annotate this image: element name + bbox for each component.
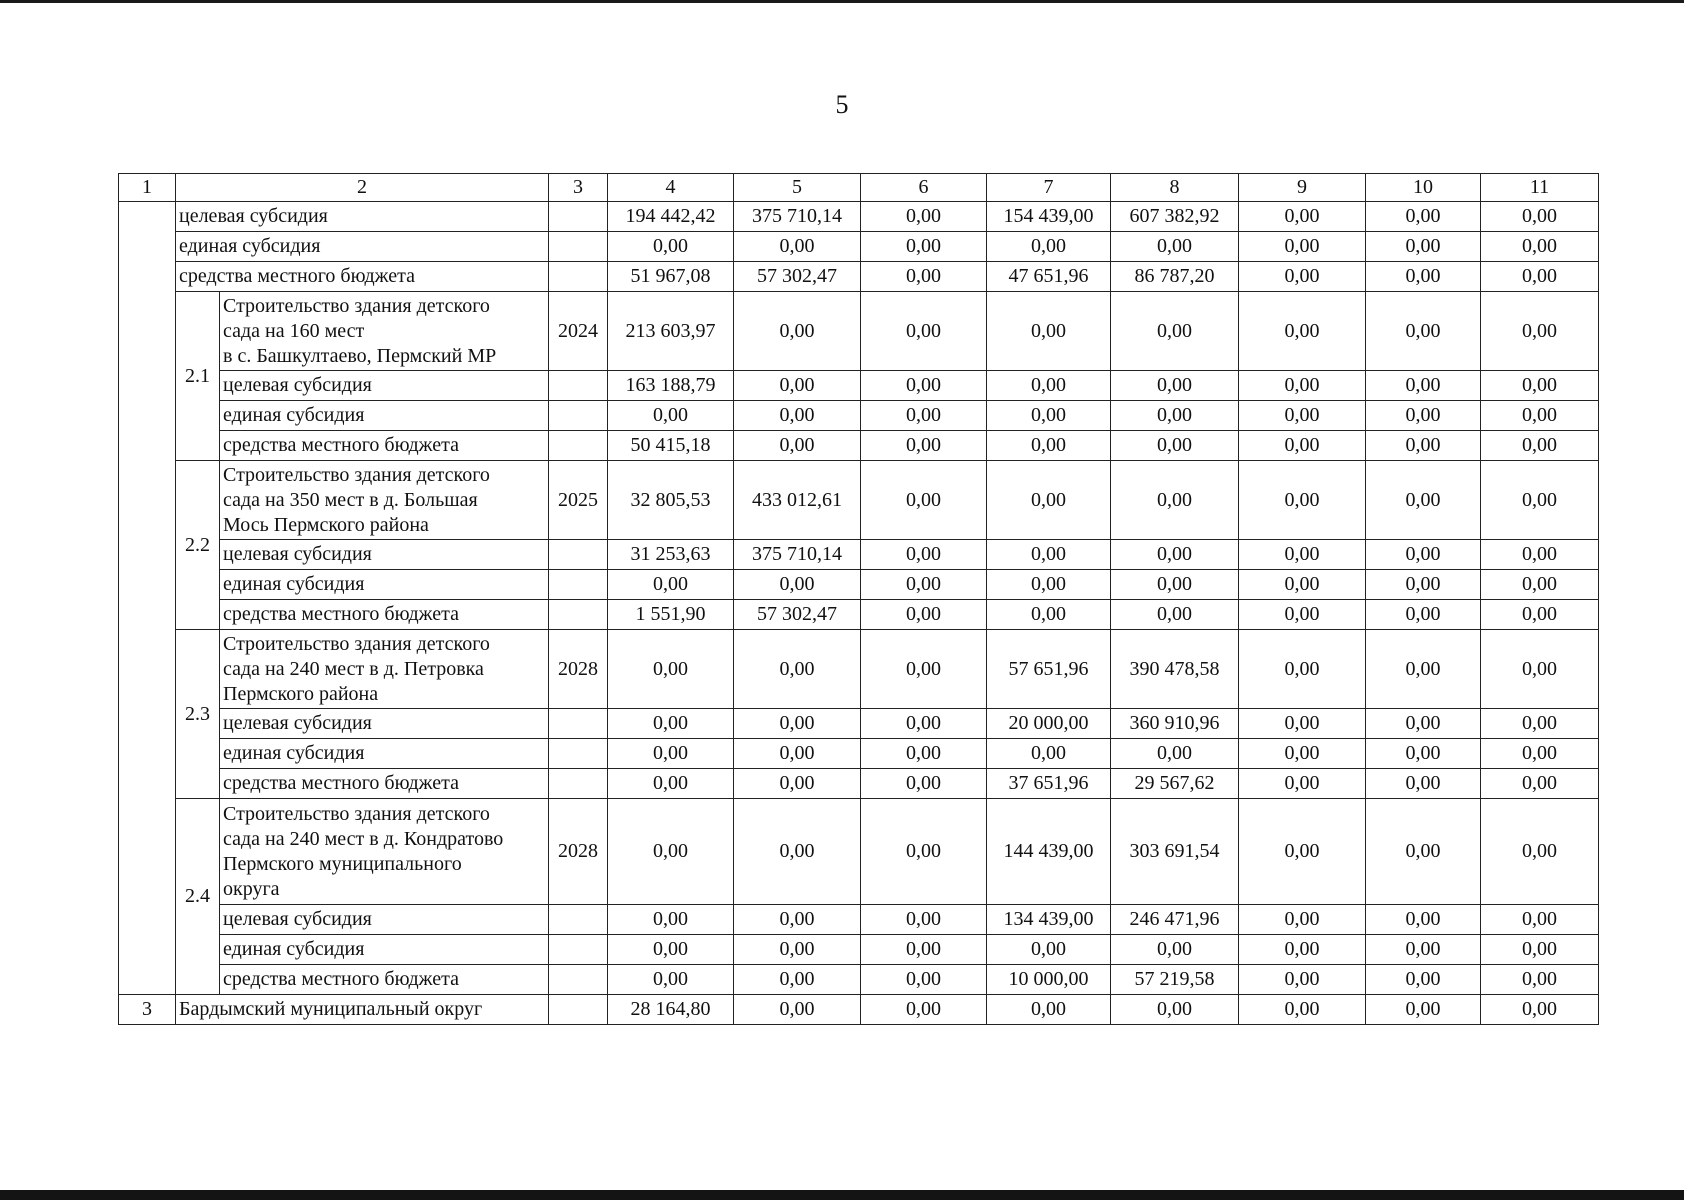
- amount-cell: 0,00: [608, 935, 734, 965]
- amount-cell: 0,00: [1111, 371, 1239, 401]
- project-number: 2.3: [176, 630, 220, 799]
- amount-cell: 47 651,96: [987, 262, 1111, 292]
- amount-cell: 0,00: [861, 995, 987, 1025]
- column-header: 2: [176, 174, 549, 202]
- amount-cell: 50 415,18: [608, 431, 734, 461]
- amount-cell: 0,00: [1366, 570, 1481, 600]
- amount-cell: 0,00: [861, 540, 987, 570]
- amount-cell: 57 302,47: [734, 262, 861, 292]
- amount-cell: 0,00: [1366, 371, 1481, 401]
- column-header: 1: [119, 174, 176, 202]
- funding-row: [119, 232, 1599, 262]
- project-row: [119, 461, 1599, 540]
- amount-cell: 375 710,14: [734, 540, 861, 570]
- amount-cell: 0,00: [1239, 769, 1366, 799]
- amount-cell: 0,00: [987, 292, 1111, 371]
- amount-cell: 134 439,00: [987, 905, 1111, 935]
- amount-cell: 433 012,61: [734, 461, 861, 540]
- amount-cell: 0,00: [1239, 965, 1366, 995]
- amount-cell: 0,00: [1239, 262, 1366, 292]
- project-year: 2024: [549, 292, 608, 371]
- funding-row: [119, 401, 1599, 431]
- amount-cell: 0,00: [734, 630, 861, 709]
- funding-label: целевая субсидия: [220, 371, 549, 401]
- amount-cell: 0,00: [1366, 431, 1481, 461]
- funding-label: целевая субсидия: [220, 540, 549, 570]
- year-cell: [549, 232, 608, 262]
- amount-cell: 0,00: [1111, 995, 1239, 1025]
- funding-label: средства местного бюджета: [220, 769, 549, 799]
- amount-cell: 0,00: [1366, 965, 1481, 995]
- amount-cell: 0,00: [734, 995, 861, 1025]
- amount-cell: 57 302,47: [734, 600, 861, 630]
- amount-cell: 0,00: [608, 739, 734, 769]
- amount-cell: 0,00: [861, 935, 987, 965]
- amount-cell: 0,00: [1481, 799, 1599, 905]
- amount-cell: 360 910,96: [1111, 709, 1239, 739]
- funding-label: средства местного бюджета: [220, 431, 549, 461]
- amount-cell: 0,00: [1481, 935, 1599, 965]
- amount-cell: 0,00: [1239, 799, 1366, 905]
- amount-cell: 0,00: [1239, 371, 1366, 401]
- amount-cell: 375 710,14: [734, 202, 861, 232]
- amount-cell: 0,00: [1366, 401, 1481, 431]
- project-number: 2.4: [176, 799, 220, 995]
- amount-cell: 0,00: [734, 371, 861, 401]
- amount-cell: 0,00: [861, 202, 987, 232]
- amount-cell: 0,00: [987, 431, 1111, 461]
- year-cell: [549, 935, 608, 965]
- amount-cell: 0,00: [861, 905, 987, 935]
- amount-cell: 0,00: [1111, 461, 1239, 540]
- amount-cell: 57 651,96: [987, 630, 1111, 709]
- amount-cell: 0,00: [1481, 739, 1599, 769]
- year-cell: [549, 431, 608, 461]
- amount-cell: 0,00: [1239, 232, 1366, 262]
- amount-cell: 32 805,53: [608, 461, 734, 540]
- amount-cell: 0,00: [1111, 935, 1239, 965]
- budget-table: [118, 173, 1599, 1025]
- project-number: 2.1: [176, 292, 220, 461]
- amount-cell: 0,00: [1481, 630, 1599, 709]
- amount-cell: 0,00: [987, 371, 1111, 401]
- amount-cell: 0,00: [1481, 905, 1599, 935]
- amount-cell: 0,00: [1239, 630, 1366, 709]
- year-cell: [549, 202, 608, 232]
- table-body: [119, 202, 1599, 1025]
- amount-cell: 0,00: [1239, 202, 1366, 232]
- amount-cell: 0,00: [861, 262, 987, 292]
- amount-cell: 0,00: [734, 739, 861, 769]
- municipality-row: [119, 995, 1599, 1025]
- amount-cell: 0,00: [1366, 709, 1481, 739]
- funding-label: единая субсидия: [220, 739, 549, 769]
- amount-cell: 0,00: [1366, 630, 1481, 709]
- amount-cell: 0,00: [861, 461, 987, 540]
- column-number-row: [119, 174, 1599, 202]
- column-header: 4: [608, 174, 734, 202]
- amount-cell: 144 439,00: [987, 799, 1111, 905]
- amount-cell: 194 442,42: [608, 202, 734, 232]
- amount-cell: 37 651,96: [987, 769, 1111, 799]
- amount-cell: 0,00: [1481, 709, 1599, 739]
- column-header: 9: [1239, 174, 1366, 202]
- amount-cell: 0,00: [1239, 600, 1366, 630]
- funding-row: [119, 540, 1599, 570]
- amount-cell: 51 967,08: [608, 262, 734, 292]
- amount-cell: 0,00: [1481, 570, 1599, 600]
- amount-cell: 0,00: [1239, 401, 1366, 431]
- amount-cell: 0,00: [1239, 995, 1366, 1025]
- funding-row: [119, 570, 1599, 600]
- amount-cell: 0,00: [1481, 600, 1599, 630]
- amount-cell: 0,00: [608, 965, 734, 995]
- amount-cell: 0,00: [861, 431, 987, 461]
- amount-cell: 0,00: [987, 995, 1111, 1025]
- project-number: 2.2: [176, 461, 220, 630]
- amount-cell: 0,00: [1366, 935, 1481, 965]
- amount-cell: 0,00: [1239, 709, 1366, 739]
- amount-cell: 0,00: [1239, 431, 1366, 461]
- amount-cell: 0,00: [1481, 371, 1599, 401]
- year-cell: [549, 965, 608, 995]
- amount-cell: 246 471,96: [1111, 905, 1239, 935]
- amount-cell: 10 000,00: [987, 965, 1111, 995]
- amount-cell: 0,00: [1366, 799, 1481, 905]
- year-cell: [549, 570, 608, 600]
- year-cell: [549, 739, 608, 769]
- amount-cell: 0,00: [1366, 232, 1481, 262]
- funding-row: [119, 769, 1599, 799]
- amount-cell: 0,00: [1111, 431, 1239, 461]
- amount-cell: 0,00: [987, 570, 1111, 600]
- amount-cell: 0,00: [1239, 905, 1366, 935]
- amount-cell: 0,00: [1366, 461, 1481, 540]
- amount-cell: 0,00: [1239, 935, 1366, 965]
- year-cell: [549, 600, 608, 630]
- amount-cell: 0,00: [987, 739, 1111, 769]
- amount-cell: 0,00: [861, 709, 987, 739]
- amount-cell: 0,00: [861, 292, 987, 371]
- amount-cell: 0,00: [1239, 739, 1366, 769]
- amount-cell: 0,00: [1481, 461, 1599, 540]
- year-cell: [549, 401, 608, 431]
- amount-cell: 31 253,63: [608, 540, 734, 570]
- amount-cell: 0,00: [1239, 292, 1366, 371]
- amount-cell: 0,00: [1111, 570, 1239, 600]
- amount-cell: 0,00: [861, 965, 987, 995]
- scan-bottom-edge: [0, 1190, 1684, 1200]
- project-row: [119, 799, 1599, 905]
- funding-row: [119, 965, 1599, 995]
- amount-cell: 0,00: [1111, 540, 1239, 570]
- amount-cell: 0,00: [734, 799, 861, 905]
- project-title: Строительство здания детского сада на 350 мест в д. Большая Мось Пермского района: [220, 461, 549, 540]
- amount-cell: 0,00: [1366, 600, 1481, 630]
- amount-cell: 0,00: [1111, 401, 1239, 431]
- amount-cell: 0,00: [987, 461, 1111, 540]
- amount-cell: 0,00: [608, 799, 734, 905]
- amount-cell: 0,00: [1366, 540, 1481, 570]
- column-header: 8: [1111, 174, 1239, 202]
- amount-cell: 0,00: [987, 540, 1111, 570]
- amount-cell: 0,00: [608, 709, 734, 739]
- amount-cell: 0,00: [1366, 292, 1481, 371]
- amount-cell: 20 000,00: [987, 709, 1111, 739]
- amount-cell: 0,00: [987, 401, 1111, 431]
- year-cell: [549, 262, 608, 292]
- amount-cell: 0,00: [734, 232, 861, 262]
- funding-label: целевая субсидия: [220, 905, 549, 935]
- municipality-label: Бардымский муниципальный округ: [176, 995, 549, 1025]
- amount-cell: 0,00: [1366, 202, 1481, 232]
- amount-cell: 0,00: [1481, 965, 1599, 995]
- year-cell: [549, 905, 608, 935]
- amount-cell: 0,00: [1111, 600, 1239, 630]
- amount-cell: 0,00: [734, 935, 861, 965]
- funding-row: [119, 739, 1599, 769]
- funding-row: [119, 905, 1599, 935]
- amount-cell: 0,00: [987, 232, 1111, 262]
- scan-top-edge: [0, 0, 1684, 3]
- amount-cell: 1 551,90: [608, 600, 734, 630]
- amount-cell: 0,00: [1111, 292, 1239, 371]
- amount-cell: 57 219,58: [1111, 965, 1239, 995]
- amount-cell: 0,00: [1481, 769, 1599, 799]
- amount-cell: 607 382,92: [1111, 202, 1239, 232]
- amount-cell: 303 691,54: [1111, 799, 1239, 905]
- amount-cell: 0,00: [1481, 202, 1599, 232]
- project-row: [119, 630, 1599, 709]
- year-cell: [549, 995, 608, 1025]
- year-cell: [549, 540, 608, 570]
- amount-cell: 29 567,62: [1111, 769, 1239, 799]
- amount-cell: 0,00: [1481, 431, 1599, 461]
- project-year: 2025: [549, 461, 608, 540]
- amount-cell: 0,00: [734, 431, 861, 461]
- year-cell: [549, 371, 608, 401]
- row-number-cell: 3: [119, 995, 176, 1025]
- funding-label: целевая субсидия: [220, 709, 549, 739]
- amount-cell: 0,00: [1111, 739, 1239, 769]
- funding-label: единая субсидия: [220, 935, 549, 965]
- amount-cell: 0,00: [1481, 401, 1599, 431]
- amount-cell: 0,00: [861, 739, 987, 769]
- year-cell: [549, 709, 608, 739]
- column-header: 3: [549, 174, 608, 202]
- amount-cell: 0,00: [1366, 905, 1481, 935]
- funding-row: [119, 600, 1599, 630]
- funding-row: [119, 262, 1599, 292]
- amount-cell: 0,00: [734, 905, 861, 935]
- funding-label: средства местного бюджета: [220, 600, 549, 630]
- amount-cell: 0,00: [1481, 262, 1599, 292]
- funding-label: средства местного бюджета: [176, 262, 549, 292]
- project-year: 2028: [549, 799, 608, 905]
- amount-cell: 0,00: [734, 965, 861, 995]
- amount-cell: 0,00: [861, 600, 987, 630]
- row-number-cell: [119, 202, 176, 995]
- amount-cell: 0,00: [734, 570, 861, 600]
- amount-cell: 0,00: [734, 401, 861, 431]
- amount-cell: 154 439,00: [987, 202, 1111, 232]
- funding-row: [119, 935, 1599, 965]
- amount-cell: 0,00: [734, 769, 861, 799]
- funding-row: [119, 202, 1599, 232]
- amount-cell: 0,00: [608, 401, 734, 431]
- amount-cell: 0,00: [1481, 232, 1599, 262]
- project-title: Строительство здания детского сада на 240 мест в д. Петровка Пермского района: [220, 630, 549, 709]
- amount-cell: 0,00: [1366, 262, 1481, 292]
- column-header: 11: [1481, 174, 1599, 202]
- amount-cell: 0,00: [608, 905, 734, 935]
- amount-cell: 0,00: [861, 371, 987, 401]
- funding-row: [119, 371, 1599, 401]
- amount-cell: 0,00: [861, 401, 987, 431]
- project-row: [119, 292, 1599, 371]
- amount-cell: 0,00: [987, 600, 1111, 630]
- amount-cell: 0,00: [1239, 461, 1366, 540]
- amount-cell: 0,00: [734, 709, 861, 739]
- amount-cell: 86 787,20: [1111, 262, 1239, 292]
- amount-cell: 390 478,58: [1111, 630, 1239, 709]
- amount-cell: 0,00: [1239, 540, 1366, 570]
- amount-cell: 28 164,80: [608, 995, 734, 1025]
- amount-cell: 0,00: [608, 630, 734, 709]
- project-title: Строительство здания детского сада на 240 мест в д. Кондратово Пермского муниципального округа: [220, 799, 549, 905]
- column-header: 7: [987, 174, 1111, 202]
- amount-cell: 163 188,79: [608, 371, 734, 401]
- amount-cell: 0,00: [861, 799, 987, 905]
- funding-label: средства местного бюджета: [220, 965, 549, 995]
- page-number: 5: [835, 90, 849, 119]
- amount-cell: 0,00: [608, 570, 734, 600]
- funding-row: [119, 431, 1599, 461]
- amount-cell: 0,00: [1481, 292, 1599, 371]
- amount-cell: 0,00: [1239, 570, 1366, 600]
- year-cell: [549, 769, 608, 799]
- amount-cell: 0,00: [1366, 995, 1481, 1025]
- column-header: 5: [734, 174, 861, 202]
- amount-cell: 0,00: [1366, 769, 1481, 799]
- amount-cell: 213 603,97: [608, 292, 734, 371]
- amount-cell: 0,00: [861, 630, 987, 709]
- funding-label: единая субсидия: [220, 570, 549, 600]
- project-title: Строительство здания детского сада на 160 мест в с. Башкултаево, Пермский МР: [220, 292, 549, 371]
- project-year: 2028: [549, 630, 608, 709]
- amount-cell: 0,00: [1481, 540, 1599, 570]
- amount-cell: 0,00: [734, 292, 861, 371]
- funding-row: [119, 709, 1599, 739]
- amount-cell: 0,00: [1111, 232, 1239, 262]
- column-header: 10: [1366, 174, 1481, 202]
- funding-label: единая субсидия: [220, 401, 549, 431]
- amount-cell: 0,00: [1481, 995, 1599, 1025]
- amount-cell: 0,00: [608, 769, 734, 799]
- amount-cell: 0,00: [861, 232, 987, 262]
- funding-label: единая субсидия: [176, 232, 549, 262]
- funding-label: целевая субсидия: [176, 202, 549, 232]
- amount-cell: 0,00: [1366, 739, 1481, 769]
- amount-cell: 0,00: [861, 769, 987, 799]
- amount-cell: 0,00: [987, 935, 1111, 965]
- amount-cell: 0,00: [608, 232, 734, 262]
- column-header: 6: [861, 174, 987, 202]
- amount-cell: 0,00: [861, 570, 987, 600]
